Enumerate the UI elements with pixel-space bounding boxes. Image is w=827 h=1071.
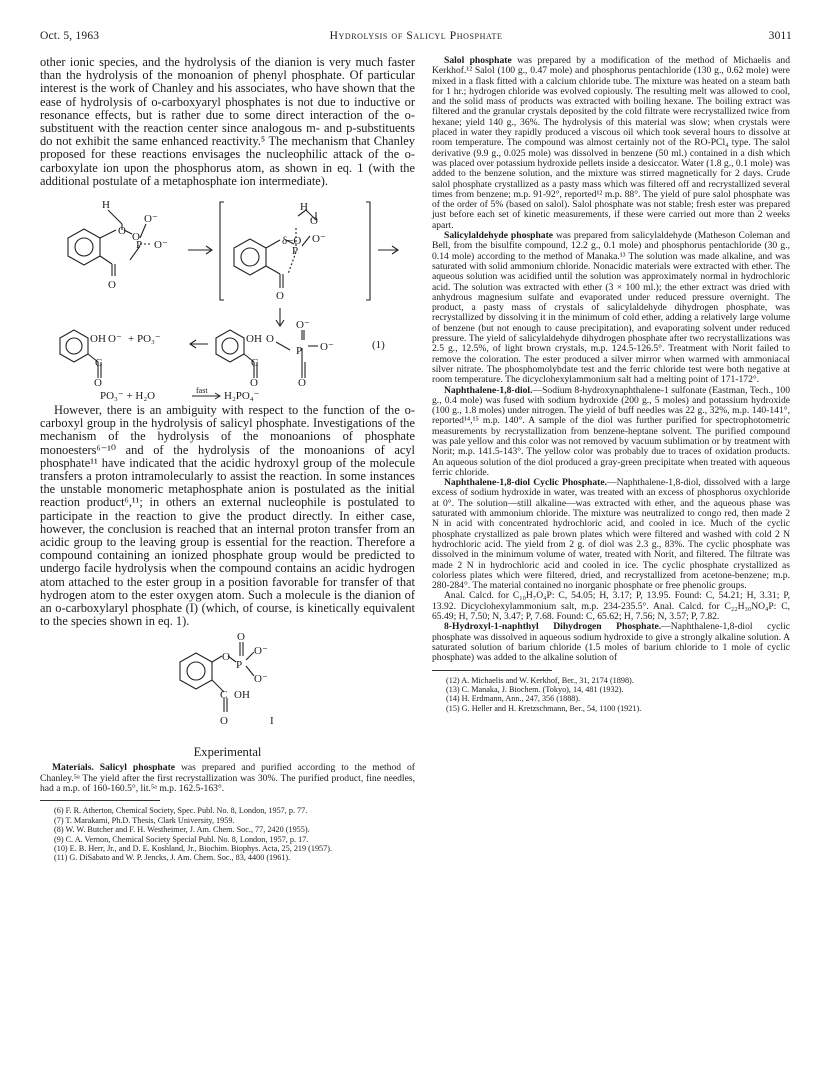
struct-o-carbonyl: O — [220, 715, 228, 728]
struct-label-I: I — [270, 715, 274, 728]
salol-phosphate-lead: Salol phosphate — [444, 55, 512, 66]
header-title: Hydrolysis of Salicyl Phosphate — [329, 30, 503, 42]
footnote-15: (15) G. Heller and H. Kretzschmann, Ber., 54, 1100 (1921). — [446, 703, 642, 713]
cyclic-phosphate-text: —Naphthalene-1,8-diol, dissolved with a large excess of sodium hydroxide in water, was treated with an excess of phosphorus oxychloride at 0°. The solution—still alkaline—was extracted with ether, and the aqueous phase was saturated with ammonium chloride. The mixture was neutralized to congo red, then made 2 N in acid with concentrated hydrochloric acid, and cooled in ice. Much of the cyclic phosphate crystallized as pale brown plates which were filtered and washed with cold 2 N hydrochloric acid. The yield from 2 g. of diol was 2.3 g., 83%. The cyclic phosphate was dissolved in the minimum volume of water, treated with Norit, and filtered. The filtrate was made 2 N in hydrochloric acid and cooled in ice. The cyclic phosphate crystallized as colorless plates which were filtered, dried, and recrystallized from acetone-benzene; m.p. 280-284°. The material contained no inorganic phosphate or free phenolic groups. — [432, 477, 790, 592]
scheme-p-1: P — [136, 239, 143, 252]
materials-lead: Materials. Salicyl phosphate — [52, 762, 176, 774]
scheme-oh-right: OH — [246, 333, 262, 346]
structure-I — [40, 632, 415, 742]
scheme-p-ts: P — [292, 245, 299, 258]
scheme-h-ts: H — [300, 201, 308, 214]
struct-oh: OH — [234, 689, 250, 702]
scheme-p-right: P — [296, 345, 303, 358]
scheme-po3-plus: + PO₃⁻ — [128, 333, 161, 346]
struct-p: P — [236, 659, 243, 672]
naphthalenediol-text: —Sodium 8-hydroxynaphthalene-1 sulfonate (Eastman, Tech., 100 g., 0.4 mole) was fused with sodium hydroxide (200 g., 5 moles) and potassium hydroxide (100 g., 1.8 moles) under nitrogen. The yield of buff needles was 22 g., 32%, m.p. 140-141°, reported¹⁴,¹⁵ m.p. 140°. A sample of the diol was further purified for spectrophotometric measurements by recrystallization from benzene-heptane solvent. The purified compound was pale yellow and this color was not removed by vacuum sublimation or by treatment with Norit; m.p. 141.5-143°. The yellow color was probably due to traces of oxidation products. An aqueous solution of the diol produced a gray-green precipitate when treated with aqueous ferric chloride. — [432, 384, 790, 478]
scheme-o-ts-1: O — [310, 215, 318, 228]
salol-phosphate-paragraph — [432, 56, 790, 231]
header-date: Oct. 5, 1963 — [40, 30, 100, 42]
left-footnotes — [40, 806, 415, 862]
cyclic-phosphate-paragraph — [432, 478, 790, 591]
scheme-o-1: O — [118, 225, 126, 238]
footnote-12: (12) A. Michaelis and W. Kerkhof, Ber., 31, 2174 (1898). — [446, 675, 634, 685]
scheme-o-minus-top: O⁻ — [296, 319, 310, 332]
scheme-o-carbonyl-1: O — [108, 279, 116, 292]
hydroxynaphthyl-lead: 8-Hydroxyl-1-naphthyl Dihydrogen Phosphate. — [444, 621, 662, 633]
salicylaldehyde-paragraph — [432, 231, 790, 385]
hydroxynaphthyl-text: —Naphthalene-1,8-diol cyclic phosphate was dissolved in aqueous sodium hydroxide to give a strongly alkaline solution. A saturated solution of barium chloride (1.5 moles of barium chloride to 1 mole of cyclic phosphate) was added to the alkaline solution of — [432, 621, 790, 664]
scheme-o-bottom-right-2: O — [298, 377, 306, 387]
hydroxynaphthyl-paragraph — [432, 622, 790, 663]
scheme-o-minus-right: O⁻ — [320, 341, 334, 354]
footnote-9: (9) C. A. Vernon, Chemical Society Special Publ. No. 8, London, 1957, p. 17. — [54, 834, 309, 844]
struct-o-ester: O — [222, 651, 230, 664]
reaction-scheme-fast-step — [40, 386, 415, 404]
struct-o-minus-2: O⁻ — [254, 673, 268, 686]
fast-label: fast — [196, 386, 208, 396]
right-footnotes — [432, 676, 790, 714]
footnote-10: (10) E. B. Herr, Jr., and D. E. Koshland, Jr., Biochim. Biophys. Acta, 25, 219 (1957). — [54, 844, 333, 853]
naphthalenediol-paragraph — [432, 386, 790, 479]
scheme-eq-number: (1) — [372, 339, 385, 352]
scheme-o-bottom-right: O — [250, 377, 258, 387]
right-column — [432, 56, 790, 713]
scheme-o-minus-phenol: O⁻ — [108, 333, 122, 346]
struct-o-minus-1: O⁻ — [254, 645, 268, 658]
scheme-h-left: H — [102, 199, 110, 212]
running-header — [40, 30, 792, 46]
struct-c: C — [220, 689, 228, 702]
reaction-scheme-eq1 — [40, 190, 415, 386]
experimental-heading: Experimental — [193, 745, 262, 760]
scheme-o-2: O — [132, 231, 140, 244]
header-page-number: 3011 — [768, 30, 792, 42]
fast-step-reactants: PO₃⁻ + H₂O — [100, 390, 156, 403]
footnote-7: (7) T. Marakami, Ph.D. Thesis, Clark University, 1959. — [54, 815, 235, 825]
ambiguity-paragraph: However, there is an ambiguity with respect to the function of the o-carboxyl group in the hydrolysis of salicyl phosphate. Investigations of the mechanism of the hydrolysis of the monoanions of phosphate monoesters⁶⁻¹⁰ and of the hydrolysis of the monoanions of acyl phosphate¹¹ have indicated that the acidic hydroxyl group of the molecule transfers a proton intramolecularly to assist the reaction. In some instances the unstable monomeric metaphosphate anion is postulated as the initial reaction product⁶,¹¹; in others an external nucleophile is postulated to participate in the reaction to give the product directly. In either case, however, the conclusion is reached that an internal proton transfer from an acidic group to the leaving group is essential for the reaction. Therefore a compound containing an ionized phosphate group would be predicted to undergo facile hydrolysis when the compound contains an acidic hydrogen atom attached to the ester group in a position favorable for transfer of that hydrogen atom to the ester oxygen atom. Such a molecule is the dianion of an o-carboxylaryl phosphate (I) (which, of course, is kinetically equivalent to the species shown in eq. 1). — [40, 403, 415, 629]
materials-paragraph — [40, 763, 415, 794]
scheme-o-right: O — [266, 333, 274, 346]
footnote-6: (6) F. R. Atherton, Chemical Society, Spec. Publ. No. 8, London, 1957, p. 77. — [54, 806, 308, 816]
footnote-13: (13) C. Manaka, J. Biochem. (Tokyo), 14, 481 (1932). — [446, 684, 624, 694]
footnote-8: (8) W. W. Butcher and F. H. Westheimer, J. Am. Chem. Soc., 77, 2420 (1955). — [54, 825, 310, 835]
intro-paragraph: other ionic species, and the hydrolysis of the dianion is very much faster than the hydrolysis of the monoanion of phenyl phosphate. Of particular interest is the work of Chanley and his associates, who have shown that the ease of hydrolysis of o-carboxyaryl phosphates is not due to inductive or resonance effects, but is rather due to some direct interaction of the o-substituent with the reaction center since analogous m- and p-substituents do not exhibit the same enhanced reactivity.⁵ The mechanism that Chanley proposed for these reactions envisages the nucleophilic attack of the o-carboxylate ion upon the phosphorus atom, as shown in eq. 1 (with the additional postulate of a metaphosphate ion intermediate). — [40, 55, 415, 188]
scheme-o-minus-1: O⁻ — [144, 213, 158, 226]
footnote-11: (11) G. DiSabato and W. P. Jencks, J. Am. Chem. Soc., 83, 4400 (1961). — [54, 853, 291, 863]
struct-o-top: O — [237, 632, 245, 644]
analysis-paragraph: Anal. Calcd. for C₁₀H₇O₄P: C, 54.05; H, 3.17; P, 13.95. Found: C, 54.21; H, 3.31; P, 13.92. Dicyclohexylammonium salt, m.p. 234-235.5°. Anal. Calcd. for C₂₂H₃₀NO₄P: C, 65.49; H, 7.50; N, 3.47; P, 7.68. Found: C, 65.62; H, 7.56; N, 3.57; P, 7.82. — [432, 590, 790, 623]
scheme-o-minus-2: O⁻ — [154, 239, 168, 252]
fast-step-product: H₂PO₄⁻ — [224, 390, 260, 403]
scheme-c-left: C — [95, 357, 103, 370]
scheme-o-carbonyl-ts: O — [276, 290, 284, 303]
scheme-o-bottom-left: O — [94, 377, 102, 387]
scheme-c-right: C — [251, 357, 259, 370]
salicylaldehyde-lead: Salicylaldehyde phosphate — [444, 230, 554, 242]
left-column — [40, 56, 415, 863]
materials-text: was prepared and purified according to the method of Chanley.⁵ᵃ The yield after the first recrystallization was 30%. The purified product, fine needles, had a m.p. of 160-160.5°, lit.⁵ᵃ m.p. 162.5-163°. — [40, 762, 415, 795]
scheme-o-minus-ts: O⁻ — [312, 233, 326, 246]
scheme-oh-phenol: OH — [90, 333, 106, 346]
scheme-delta-o: δ−O — [282, 235, 302, 248]
footnote-rule — [40, 800, 160, 801]
right-footnote-rule — [432, 670, 552, 671]
salicylaldehyde-text: was prepared from salicylaldehyde (Matheson Coleman and Bell, from the bisulfite compound, 12.2 g., 0.1 mole) and phosphorus pentachloride (30 g., 0.14 mole) according to the method of Manaka.¹³ The solution was made alkaline, and was saturated with solid ammonium chloride. Nonacidic materials were extracted with ether. The aqueous solution was acidified until the solution was approximately normal in hydrochloric acid. The solution was extracted with ether (3 × 100 ml.); the ether extract was dried with anhydrous magnesium sulfate and evaporated under reduced pressure overnight. The product, a pasty mass of crystals of salicylaldehyde dihydrogen phosphate, was recrystallized by dissolving it in the minimum of cold ether, adding a relatively large volume of benzene (but not enough to cause precipitation), and evaporating solvent under reduced pressure. The yield of salicylaldehyde dihydrogen phosphate after two recrystallizations was 2.5 g., 12.5%, of light brown crystals, m.p. 124.5-126.5°. Treatment with Norit failed to remove the coloration. The ester produced a silver mirror when warmed with ammoniacal silver nitrate. The phosphomolybdate test and the ferric chloride test were both negative at room temperature. The dicyclohexylammonium salt had a melting point of 171-172°. — [432, 230, 790, 386]
footnote-14: (14) H. Erdmann, Ann., 247, 356 (1888). — [446, 694, 581, 704]
cyclic-phosphate-lead: Naphthalene-1,8-diol Cyclic Phosphate. — [444, 477, 608, 489]
naphthalenediol-lead: Naphthalene-1,8-diol. — [444, 384, 533, 396]
salol-phosphate-text: was prepared by a modification of the method of Michaelis and Kerkhof.¹² Salol (100 g., 0.47 mole) and phosphorus pentachloride (130 g., 0.62 mole) were mixed in a flask fitted with a calcium chloride tube. The mixture was heated on a steam bath for 1 hr.; hydrogen chloride was evolved copiously. The resulting melt was allowed to cool, and the solid mass of products was extracted with boiling hexane. The boiling extract was filtered and the granular crystals deposited by the cold filtrate were recrystallized twice from hexane; yield 140 g., 36%. The hydrolysis of this material was slow; when crystals were placed in water they rapidly produced a viscous oil which took several hours to dissolve at room temperature. The compound was almost certainly not of the RO-PCl₄ type. The salol derivative (9.9 g., 0.025 mole) was dissolved in benzene (50 ml.) contained in a dish which was placed over potassium hydroxide pellets inside a desiccator. Water (1.8 g., 0.1 mole) was added to the benzene solution, and the mixture was stirred magnetically for 2 days. Crude salol phosphate crystallized as a pasty mass which was filtered off and recrystallized several times from benzene; m.p. 91-92°, reported¹² m.p. 88°. The yield of pure salol phosphate was of the order of 5% (based on salol). Salol phosphate was not stable; fresh ester was prepared just before each set of kinetic measurements, if these were carried out more than 2 weeks apart. — [432, 55, 791, 231]
